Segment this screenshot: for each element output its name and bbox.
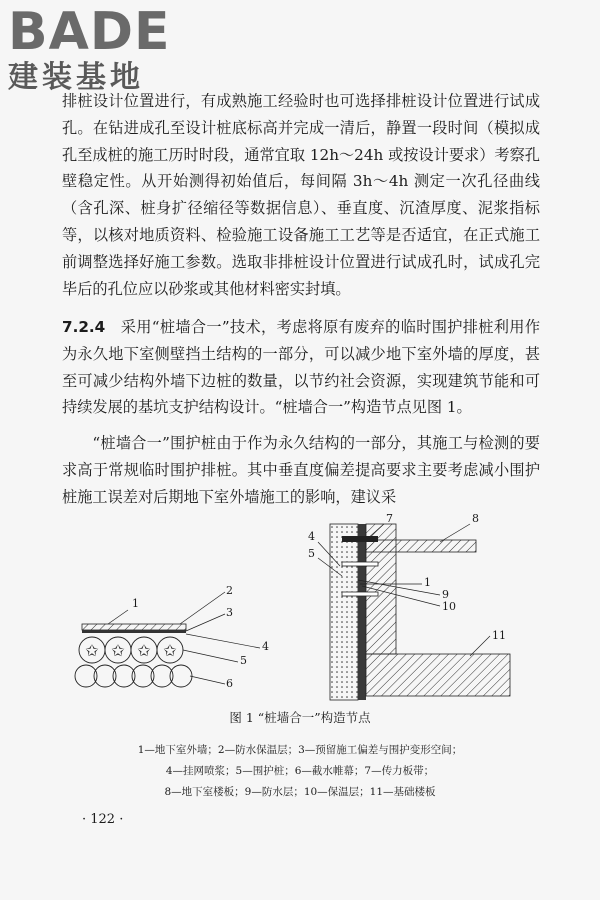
label-4-right: 4 [308, 530, 315, 543]
label-9: 9 [442, 588, 449, 601]
paragraph-continued [62, 88, 540, 302]
label-7: 7 [386, 512, 393, 525]
figure-legend-line-2: 4—挂网喷浆；5—围护桩；6—截水帷幕；7—传力板带； [165, 765, 435, 777]
waterproof-insulation-column [358, 524, 366, 700]
break-mark-upper [342, 562, 378, 566]
logo [8, 2, 171, 96]
label-8: 8 [472, 512, 479, 525]
svg-text:✩: ✩ [137, 641, 151, 660]
svg-text:✩: ✩ [163, 641, 177, 660]
label-1-left: 1 [132, 597, 139, 610]
retaining-pile-column [330, 524, 358, 700]
paragraph-3 [62, 430, 540, 510]
label-6: 6 [226, 677, 233, 690]
label-5-left: 5 [240, 654, 247, 667]
section-number: 7.2.4 [62, 318, 106, 336]
paragraph-1-text: 排桩设计位置进行，有成熟施工经验时也可选择排桩设计位置进行试成孔。在钻进成孔至设计桩底标高并完成一清后，静置一段时间（模拟成孔至成桩的施工历时时段，通常宜取 12h～24h 或按设计要求）考察孔壁稳定性。从开始测得初始值后，每间隔 3h～4h 测定一次孔径曲线（含孔深、桩身扩径缩径等数据信息）、垂直度、沉渣厚度、泥浆指标等，以核对地质资料、检验施工设备施工工艺等是否适宜，在正式施工前调整选择好施工参数。选取非排桩设计位置进行试成孔时，试成孔完毕后的孔位应以砂浆或其他材料密实封填。 [62, 92, 540, 298]
waterproof-layer-strip [82, 630, 186, 633]
figure-construction-node [0, 500, 600, 705]
figure-caption: 图 1 “桩墙合一”构造节点 [229, 710, 371, 725]
label-5-right: 5 [308, 547, 315, 560]
paragraph-2-text: 采用“桩墙合一”技术，考虑将原有废弃的临时围护排桩利用作为永久地下室侧壁挡土结构的一部分，可以减少地下室外墙的厚度，甚至可减少结构外墙下边桩的数量，以节约社会资源，实现建筑节能和可持续发展的基坑支护结构设计。“桩墙合一”构造节点见图 1。 [62, 318, 541, 417]
force-transfer-strip [342, 536, 378, 542]
svg-text:✩: ✩ [85, 641, 99, 660]
page-number: · 122 · [82, 812, 124, 827]
foundation-slab [366, 654, 510, 696]
svg-text:✩: ✩ [111, 641, 125, 660]
exterior-wall-strip [82, 624, 186, 630]
break-mark-lower [342, 592, 378, 596]
paragraph-3-text: “桩墙合一”围护桩由于作为永久结构的一部分，其施工与检测的要求高于常规临时围护排桩。其中垂直度偏差提高要求主要考虑减小围护桩施工误差对后期地下室外墙施工的影响，建议采 [62, 434, 540, 506]
logo-subtitle: 建装基地 [8, 60, 144, 95]
label-2: 2 [226, 584, 233, 597]
label-1-right: 1 [424, 576, 431, 589]
figure-right-detail [318, 524, 510, 700]
label-4-left: 4 [262, 640, 269, 653]
left-leader-lines [108, 592, 260, 684]
label-10: 10 [442, 600, 456, 613]
paragraph-section-7-2-4 [62, 314, 540, 421]
figure-legend-line-3: 8—地下室楼板；9—防水层；10—保温层；11—基础楼板 [164, 786, 436, 798]
basement-floor-slab [366, 540, 476, 552]
cutoff-curtain-row [75, 665, 192, 687]
label-11: 11 [492, 629, 506, 642]
label-3: 3 [226, 606, 233, 619]
figure-legend-line-1: 1—地下室外墙；2—防水保温层；3—预留施工偏差与围护变形空间； [137, 744, 463, 756]
logo-brand: BADE [8, 2, 171, 62]
